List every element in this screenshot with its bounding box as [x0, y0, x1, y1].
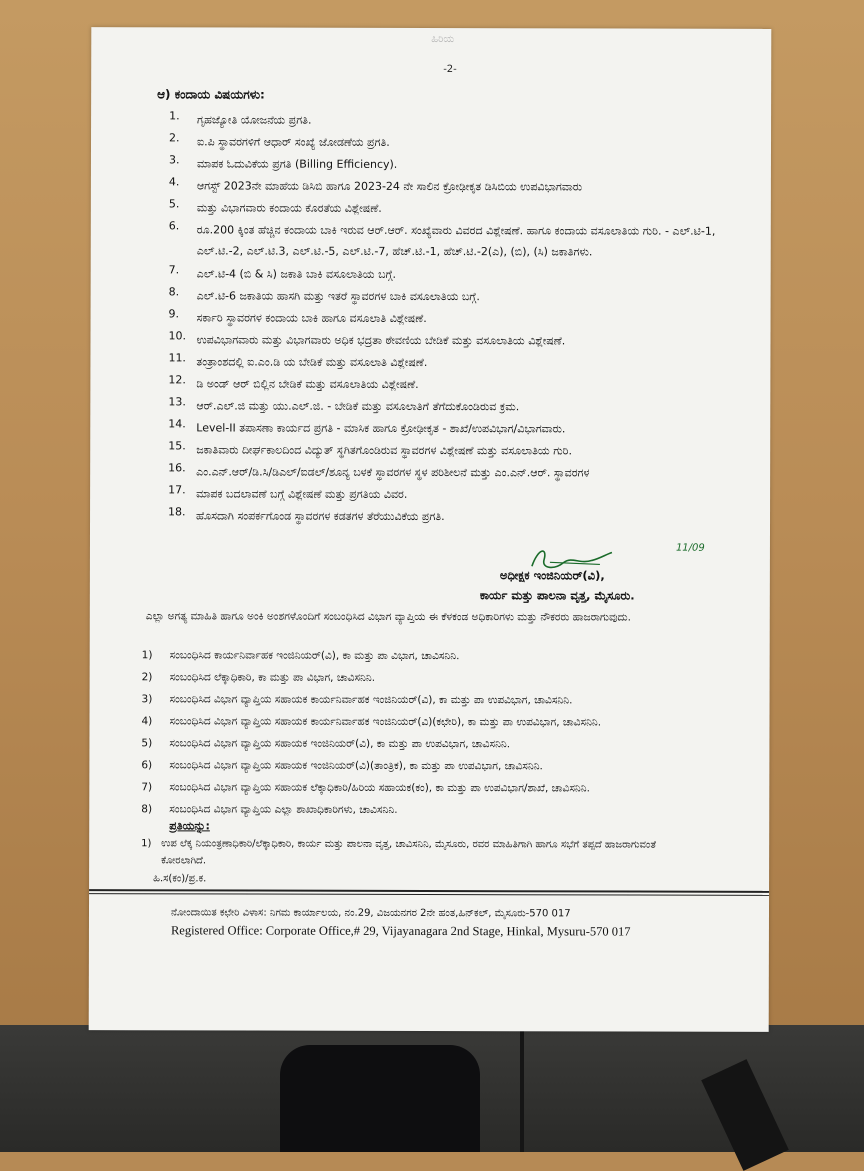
agenda-item-number: 4. [168, 175, 180, 189]
agenda-item [151, 219, 751, 265]
distribution-item [141, 781, 741, 805]
agenda-item-number: 3. [168, 153, 180, 167]
agenda-item [151, 285, 751, 309]
distribution-item-number: 3) [141, 693, 153, 706]
agenda-item [151, 263, 751, 287]
agenda-item-number: 6. [168, 219, 180, 233]
distribution-item-text: ಸಂಬಂಧಿಸಿದ ವಿಭಾಗ ವ್ಯಾಪ್ತಿಯ ಸಹಾಯಕ ಕಾರ್ಯನಿರ್ವಾಹಕ ಇಂಜಿನಿಯರ್(ವಿ)(ಕಛೇರಿ), ಕಾ ಮತ್ತು ಪಾ ಉಪವಿಭಾಗ, ಚಾವಿಸನಿನಿ. [169, 715, 602, 729]
copy-heading: ಪ್ರತಿಯನ್ನು: [169, 819, 210, 833]
agenda-item-number: 12. [168, 373, 186, 387]
agenda-item-number: 2. [169, 131, 180, 145]
copy-item-text: ಉಪ ಲೆಕ್ಕ ನಿಯಂತ್ರಣಾಧಿಕಾರಿ/ಲೆಕ್ಕಾಧಿಕಾರಿ, ಕಾರ್ಯ ಮತ್ತು ಪಾಲನಾ ವೃತ್ತ, ಚಾವಿಸನಿನಿ, ಮೈಸೂರು, ರವರ ಮಾಹಿತಿಗಾಗಿ ಹಾಗೂ ಸಭೆಗೆ ತಪ್ಪದೆ ಹಾಜರಾಗುವಂತೆ ಕೋರಲಾಗಿದೆ. [161, 838, 657, 867]
agenda-item-text: ರೂ.200 ಕ್ಕಿಂತ ಹೆಚ್ಚಿನ ಕಂದಾಯ ಬಾಕಿ ಇರುವ ಆರ್.ಆರ್. ಸಂಖ್ಯೆವಾರು ವಿವರದ ವಿಶ್ಲೇಷಣೆ. ಹಾಗೂ ಕಂದಾಯ ವಸೂಲಾತಿಯ ಗುರಿ. - ಎಲ್.ಟಿ-1, ಎಲ್.ಟಿ.-2, ಎಲ್.ಟಿ.3, ಎಲ್.ಟಿ.-5, ಎಲ್.ಟಿ.-7, ಹೆಚ್.ಟಿ.-1, ಹೆಚ್.ಟಿ.-2(ಎ), (ಬಿ), (ಸಿ) ಜಕಾತಿಗಳು. [196, 223, 716, 259]
agenda-item [151, 131, 751, 155]
agenda-item-number: 11. [168, 351, 186, 365]
distribution-item-number: 7) [141, 781, 153, 794]
agenda-item-text: ಡಿ ಅಂಡ್ ಆರ್ ಬಿಲ್ಲಿನ ಬೇಡಿಕೆ ಮತ್ತು ವಸೂಲಾತಿಯ ವಿಶ್ಲೇಷಣೆ. [196, 377, 419, 391]
distribution-item-text: ಸಂಬಂಧಿಸಿದ ವಿಭಾಗ ವ್ಯಾಪ್ತಿಯ ಸಹಾಯಕ ಇಂಜಿನಿಯರ್(ವಿ)(ತಾಂತ್ರಿಕ), ಕಾ ಮತ್ತು ಪಾ ಉಪವಿಭಾಗ, ಚಾವಿಸನಿನಿ. [169, 759, 543, 773]
agenda-item-text: ಐ.ಪಿ ಸ್ಥಾವರಗಳಿಗೆ ಆಧಾರ್ ಸಂಖ್ಯೆ ಜೋಡಣೆಯ ಪ್ರಗತಿ. [196, 135, 390, 149]
agenda-item-number: 14. [168, 417, 186, 431]
agenda-item-text: ಎಲ್.ಟಿ-4 (ಬಿ & ಸಿ) ಜಕಾತಿ ಬಾಕಿ ವಸೂಲಾತಿಯ ಬಗ್ಗೆ. [196, 267, 397, 281]
agenda-item-text: ತಂತ್ರಾಂಶದಲ್ಲಿ ಐ.ಎಂ.ಡಿ ಯ ಬೇಡಿಕೆ ಮತ್ತು ವಸೂಲಾತಿ ವಿಶ್ಲೇಷಣೆ. [196, 355, 428, 369]
distribution-item-text: ಸಂಬಂಧಿಸಿದ ವಿಭಾಗ ವ್ಯಾಪ್ತಿಯ ಸಹಾಯಕ ಇಂಜಿನಿಯರ್(ವಿ), ಕಾ ಮತ್ತು ಪಾ ಉಪವಿಭಾಗ, ಚಾವಿಸನಿನಿ. [169, 737, 511, 751]
agenda-item-number: 1. [169, 109, 180, 123]
signatory-title: ಅಧೀಕ್ಷಕ ಇಂಜಿನಿಯರ್(ವಿ), [499, 568, 605, 583]
footer-rule [89, 889, 769, 893]
agenda-item-text: ಮತ್ತು ವಿಭಾಗವಾರು ಕಂದಾಯ ಕೊರತೆಯ ವಿಶ್ಲೇಷಣೆ. [196, 201, 382, 215]
distribution-item-text: ಸಂಬಂಧಿಸಿದ ವಿಭಾಗ ವ್ಯಾಪ್ತಿಯ ಎಲ್ಲಾ ಶಾಖಾಧಿಕಾರಿಗಳು, ಚಾವಿಸನಿನಿ. [169, 803, 398, 816]
distribution-item-number: 4) [141, 715, 153, 728]
agenda-item [150, 395, 750, 419]
agenda-item-text: ಎಂ.ಎನ್.ಆರ್/ಡಿ.ಸಿ/ಡಿಎಲ್/ಐಡಲ್/ಶೂನ್ಯ ಬಳಕೆ ಸ್ಥಾವರಗಳ ಸ್ಥಳ ಪರಿಶೀಲನೆ ಮತ್ತು ಎಂ.ಎನ್.ಆರ್. ಸ್ಥಾವರಗಳ [196, 465, 590, 480]
floor-seam [520, 1025, 524, 1152]
agenda-item-text: ಮಾಪಕ ಬದಲಾವಣೆ ಬಗ್ಗೆ ವಿಶ್ಲೇಷಣೆ ಮತ್ತು ಪ್ರಗತಿಯ ವಿವರ. [196, 487, 408, 501]
distribution-list [141, 649, 741, 827]
signatory-office: ಕಾರ್ಯ ಮತ್ತು ಪಾಲನಾ ವೃತ್ತ, ಮೈಸೂರು. [479, 588, 635, 603]
agenda-item-text: ಜಕಾತಿವಾರು ದೀರ್ಘಕಾಲದಿಂದ ವಿದ್ಯುತ್ ಸ್ಥಗಿತಗೊಂಡಿರುವ ಸ್ಥಾವರಗಳ ವಿಶ್ಲೇಷಣೆ ಮತ್ತು ವಸೂಲಾತಿಯ ಗುರಿ. [196, 443, 572, 458]
agenda-item-number: 17. [168, 483, 186, 497]
page-number: -2- [443, 64, 457, 76]
distribution-item [142, 671, 742, 695]
distribution-item-number: 5) [141, 737, 153, 750]
agenda-list [150, 109, 751, 529]
agenda-item-number: 9. [168, 307, 180, 321]
attendance-instruction: ಎಲ್ಲಾ ಅಗತ್ಯ ಮಾಹಿತಿ ಹಾಗೂ ಅಂಕಿ ಅಂಶಗಳೊಂದಿಗೆ ಸಂಬಂಧಿಸಿದ ವಿಭಾಗ ವ್ಯಾಪ್ತಿಯ ಈ ಕೆಳಕಂಡ ಅಧಿಕಾರಿಗಳು ಮತ್ತು ನೌಕರರು ಹಾಜರಾಗುವುದು. [145, 610, 632, 624]
dark-bag [280, 1045, 480, 1152]
signature-block [479, 542, 720, 603]
copy-item [141, 835, 701, 867]
agenda-item [150, 439, 750, 463]
agenda-item [150, 417, 750, 441]
agenda-item [151, 109, 751, 133]
section-heading: ಆ) ಕಂದಾಯ ವಿಷಯಗಳು: [157, 87, 265, 102]
distribution-item [141, 803, 741, 827]
distribution-item-text: ಸಂಬಂಧಿಸಿದ ಲೆಕ್ಕಾಧಿಕಾರಿ, ಕಾ ಮತ್ತು ಪಾ ವಿಭಾಗ, ಚಾವಿಸನಿನಿ. [169, 671, 376, 684]
agenda-item [151, 175, 751, 199]
agenda-item-number: 18. [168, 505, 186, 519]
reference-code: ಹಿ.ಸ(ಕಂ)/ಪ್ರ.ಕ. [153, 873, 207, 885]
document-page [89, 27, 772, 1032]
copy-item-number: 1) [141, 838, 152, 850]
strap [701, 1059, 789, 1171]
agenda-item-text: ಗೃಹಜ್ಯೋತಿ ಯೋಜನೆಯ ಪ್ರಗತಿ. [197, 113, 312, 127]
agenda-item [150, 461, 750, 485]
agenda-item-number: 5. [168, 197, 180, 211]
agenda-item [150, 329, 750, 353]
agenda-item-number: 10. [168, 329, 187, 343]
distribution-item [141, 737, 741, 761]
distribution-item-number: 2) [141, 671, 153, 684]
agenda-item-text: ಉಪವಿಭಾಗವಾರು ಮತ್ತು ವಿಭಾಗವಾರು ಅಧಿಕ ಭದ್ರತಾ ಠೇವಣಿಯ ಬೇಡಿಕೆ ಮತ್ತು ವಸೂಲಾತಿಯ ವಿಶ್ಲೇಷಣೆ. [196, 333, 566, 348]
agenda-item-text: ಸರ್ಕಾರಿ ಸ್ಥಾವರಗಳ ಕಂದಾಯ ಬಾಕಿ ಹಾಗೂ ವಸೂಲಾತಿ ವಿಶ್ಲೇಷಣೆ. [196, 311, 427, 325]
agenda-item-text: ಆಗಸ್ಟ್ 2023ನೇ ಮಾಹೆಯ ಡಿಸಿಬಿ ಹಾಗೂ 2023-24 ನೇ ಸಾಲಿನ ಕ್ರೋಢೀಕೃತ ಡಿಸಿಬಿಯ ಉಪವಿಭಾಗವಾರು [196, 179, 583, 194]
distribution-item-text: ಸಂಬಂಧಿಸಿದ ಕಾರ್ಯನಿರ್ವಾಹಕ ಇಂಜಿನಿಯರ್(ವಿ), ಕಾ ಮತ್ತು ಪಾ ವಿಭಾಗ, ಚಾವಿಸನಿನಿ. [169, 649, 460, 663]
distribution-item-number: 6) [141, 759, 153, 772]
agenda-item-number: 16. [168, 461, 186, 475]
agenda-item-text: ಎಲ್.ಟಿ-6 ಜಕಾತಿಯ ಹಾಸಗಿ ಮತ್ತು ಇತರೆ ಸ್ಥಾವರಗಳ ಬಾಕಿ ವಸೂಲಾತಿಯ ಬಗ್ಗೆ. [196, 289, 480, 304]
agenda-item-number: 8. [168, 285, 180, 299]
agenda-item [150, 505, 750, 529]
footer-address-kannada: ನೋಂದಾಯಿತ ಕಛೇರಿ ವಿಳಾಸ: ನಿಗಮ ಕಾರ್ಯಾಲಯ, ನಂ.29, ವಿಜಯನಗರ 2ನೇ ಹಂತ,ಹಿನ್‌ಕಲ್, ಮೈಸೂರು-570 017 [170, 907, 571, 920]
agenda-item [150, 373, 750, 397]
distribution-item [142, 649, 742, 673]
distribution-item [142, 693, 742, 717]
signature-date: 11/09 [675, 542, 705, 554]
distribution-item-number: 8) [141, 803, 153, 816]
agenda-item [151, 307, 751, 331]
footer-address-english: Registered Office: Corporate Office,# 29, Vijayanagara 2nd Stage, Hinkal, Mysuru-570 017 [170, 923, 631, 939]
footer-rule-thin [89, 893, 769, 896]
faint-header-text: ಹಿರಿಯ [431, 34, 455, 46]
agenda-item [150, 483, 750, 507]
distribution-item [141, 759, 741, 783]
agenda-item [150, 351, 750, 375]
distribution-item-text: ಸಂಬಂಧಿಸಿದ ವಿಭಾಗ ವ್ಯಾಪ್ತಿಯ ಸಹಾಯಕ ಕಾರ್ಯನಿರ್ವಾಹಕ ಇಂಜಿನಿಯರ್(ವಿ), ಕಾ ಮತ್ತು ಪಾ ಉಪವಿಭಾಗ, ಚಾವಿಸನಿನಿ. [169, 693, 573, 707]
agenda-item-text: Level-II ತಪಾಸಣಾ ಕಾರ್ಯದ ಪ್ರಗತಿ - ಮಾಸಿಕ ಹಾಗೂ ಕ್ರೋಢೀಕೃತ - ಶಾಖೆ/ಉಪವಿಭಾಗ/ವಿಭಾಗವಾರು. [196, 421, 566, 436]
agenda-item-number: 13. [168, 395, 186, 409]
agenda-item-text: ಮಾಪಕ ಓದುವಿಕೆಯ ಪ್ರಗತಿ (Billing Efficiency). [196, 157, 398, 171]
agenda-item [151, 197, 751, 221]
agenda-item-text: ಆರ್.ಎಲ್.ಜಿ ಮತ್ತು ಯು.ಎಲ್.ಜಿ. - ಬೇಡಿಕೆ ಮತ್ತು ವಸೂಲಾತಿಗೆ ತೆಗೆದುಕೊಂಡಿರುವ ಕ್ರಮ. [196, 399, 520, 414]
agenda-item-text: ಹೊಸದಾಗಿ ಸಂಪರ್ಕಗೊಂಡ ಸ್ಥಾವರಗಳ ಕಡತಗಳ ತೆರೆಯುವಿಕೆಯ ಪ್ರಗತಿ. [196, 509, 445, 524]
distribution-item [141, 715, 741, 739]
distribution-item-text: ಸಂಬಂಧಿಸಿದ ವಿಭಾಗ ವ್ಯಾಪ್ತಿಯ ಸಹಾಯಕ ಲೆಕ್ಕಾಧಿಕಾರಿ/ಹಿರಿಯ ಸಹಾಯಕ(ಕಂ), ಕಾ ಮತ್ತು ಪಾ ಉಪವಿಭಾಗ/ಶಾಖೆ, ಚಾವಿಸನಿನಿ. [169, 781, 590, 795]
agenda-item [151, 153, 751, 177]
distribution-item-number: 1) [141, 649, 153, 662]
floor-background [0, 1025, 864, 1152]
agenda-item-number: 7. [168, 263, 180, 277]
agenda-item-number: 15. [168, 439, 186, 453]
